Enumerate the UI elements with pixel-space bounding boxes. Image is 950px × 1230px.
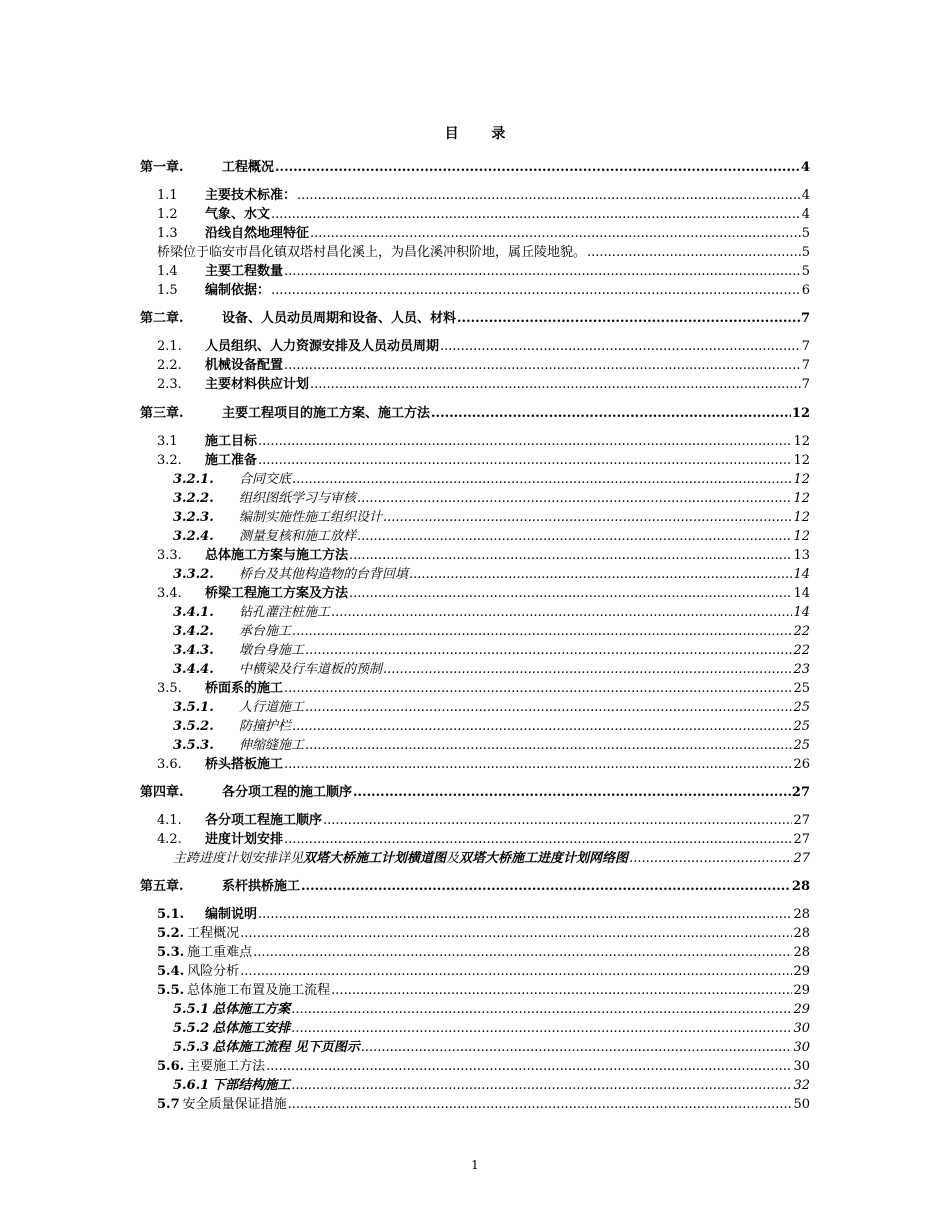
toc-entry-page-number: 4 bbox=[800, 160, 810, 175]
dot-leader bbox=[587, 243, 801, 262]
dot-leader bbox=[305, 698, 792, 717]
toc-entry-page-number: 4 bbox=[801, 188, 810, 203]
dot-leader bbox=[361, 1038, 793, 1057]
toc-entry-page-number: 27 bbox=[793, 813, 810, 828]
toc-entry-page-number: 7 bbox=[801, 377, 810, 392]
toc-entry-page-number: 25 bbox=[793, 681, 810, 696]
toc-entry[interactable] bbox=[173, 622, 810, 641]
dot-leader bbox=[284, 755, 792, 774]
toc-entry[interactable] bbox=[157, 924, 810, 943]
toc-entry-number: 5.3. bbox=[157, 945, 185, 960]
toc-entry-page-number: 12 bbox=[793, 453, 810, 468]
toc-entry-title: 风险分析 bbox=[187, 964, 240, 979]
dot-leader bbox=[629, 849, 792, 868]
toc-entry[interactable] bbox=[173, 470, 810, 489]
toc-entry[interactable] bbox=[173, 603, 810, 622]
toc-entry-number: 5.7 bbox=[157, 1097, 180, 1112]
toc-entry-page-number: 6 bbox=[801, 283, 810, 298]
toc-entry-title: 编制实施性施工组织设计 bbox=[239, 510, 383, 525]
toc-entry-title: 合同交底 bbox=[239, 472, 292, 487]
toc-entry-number: 第四章. bbox=[140, 785, 184, 800]
toc-entry-title: 总体施工方案与施工方法 bbox=[205, 548, 349, 563]
toc-entry[interactable] bbox=[157, 755, 810, 774]
toc-entry-number: 4.1. bbox=[157, 813, 182, 828]
toc-entry-number: 2.3. bbox=[157, 377, 182, 392]
toc-entry-number: 3.2.2. bbox=[173, 491, 214, 506]
toc-entry[interactable] bbox=[157, 830, 810, 849]
toc-entry[interactable] bbox=[140, 783, 810, 802]
toc-entry-title: 组织图纸学习与审核 bbox=[239, 491, 357, 506]
toc-entry[interactable] bbox=[140, 158, 810, 177]
toc-entry-number: 3.1 bbox=[157, 434, 178, 449]
dot-leader bbox=[297, 186, 801, 205]
toc-entry-number: 5.4. bbox=[157, 964, 185, 979]
toc-entry-page-number: 12 bbox=[793, 510, 810, 525]
toc-entry-title: 桥面系的施工 bbox=[205, 681, 284, 696]
toc-entry-number: 3.5.1. bbox=[173, 700, 214, 715]
toc-entry-page-number: 28 bbox=[793, 926, 810, 941]
toc-entry-number: 1.5 bbox=[157, 283, 178, 298]
toc-entry-title: 承台施工 bbox=[239, 624, 292, 639]
toc-heading: 目 录 bbox=[444, 126, 520, 142]
toc-entry-number: 3.4.1. bbox=[173, 605, 214, 620]
toc-entry-number: 第三章. bbox=[140, 406, 184, 421]
dot-leader bbox=[253, 943, 792, 962]
toc-entry-page-number: 29 bbox=[793, 1002, 810, 1017]
toc-entry[interactable] bbox=[173, 660, 810, 679]
toc-entry-title: 气象、水文 bbox=[205, 207, 271, 222]
dot-leader bbox=[292, 470, 792, 489]
toc-entry-title-part: 主跨进度计划安排详见 bbox=[173, 851, 304, 866]
dot-leader bbox=[284, 356, 801, 375]
toc-entry-page-number: 12 bbox=[793, 491, 810, 506]
toc-entry-title: 编制说明 bbox=[205, 907, 258, 922]
toc-entry[interactable] bbox=[173, 489, 810, 508]
dot-leader bbox=[331, 981, 792, 1000]
toc-entry-number: 5.2. bbox=[157, 926, 185, 941]
toc-entry[interactable] bbox=[157, 205, 810, 224]
toc-entry-title: 各分项工程施工顺序 bbox=[205, 813, 323, 828]
toc-entry-page-number: 14 bbox=[793, 605, 810, 620]
dot-leader bbox=[357, 527, 792, 546]
dot-leader bbox=[284, 262, 801, 281]
toc-entry-number: 1.2 bbox=[157, 207, 178, 222]
toc-entry-number: 第一章. bbox=[140, 160, 184, 175]
toc-entry-number: 3.4.4. bbox=[173, 662, 214, 677]
toc-entry-title: 机械设备配置 bbox=[205, 358, 284, 373]
toc-entry-page-number: 14 bbox=[793, 586, 810, 601]
dot-leader bbox=[258, 432, 792, 451]
toc-entry-page-number: 14 bbox=[793, 567, 810, 582]
toc-entry-title: 工程概况 bbox=[187, 926, 240, 941]
toc-entry-number: 3.4.2. bbox=[173, 624, 214, 639]
dot-leader bbox=[240, 924, 792, 943]
toc-entry-title: 编制依据： bbox=[205, 283, 271, 298]
toc-entry-title: 桥梁位于临安市昌化镇双塔村昌化溪上，为昌化溪冲积阶地，属丘陵地貌。 bbox=[157, 245, 587, 260]
toc-entry-title-part: 及 bbox=[446, 851, 460, 866]
toc-entry-page-number: 26 bbox=[793, 757, 810, 772]
toc-entry-title: 防撞护栏 bbox=[239, 719, 292, 734]
toc-entry-page-number: 30 bbox=[793, 1021, 810, 1036]
toc-entry[interactable] bbox=[140, 877, 810, 896]
toc-entry[interactable] bbox=[157, 905, 810, 924]
dot-leader bbox=[349, 546, 792, 565]
toc-entry-number: 3.5. bbox=[157, 681, 182, 696]
dot-leader bbox=[258, 905, 792, 924]
toc-entry-page-number: 27 bbox=[791, 785, 810, 800]
toc-entry-page-number: 29 bbox=[793, 983, 810, 998]
dot-leader bbox=[323, 811, 792, 830]
toc-entry-title: 安全质量保证措施 bbox=[182, 1097, 287, 1112]
toc-entry-title: 沿线自然地理特征 bbox=[205, 226, 310, 241]
toc-entry-page-number: 12 bbox=[793, 434, 810, 449]
toc-entry[interactable] bbox=[157, 546, 810, 565]
dot-leader bbox=[284, 679, 792, 698]
toc-entry-title: 钻孔灌注桩施工 bbox=[239, 605, 331, 620]
dot-leader bbox=[457, 309, 800, 328]
toc-entry[interactable] bbox=[173, 508, 810, 527]
dot-leader bbox=[291, 1076, 792, 1095]
toc-entry-number: 3.2.3. bbox=[173, 510, 214, 525]
toc-entry-title: 伸缩缝施工 bbox=[239, 738, 305, 753]
toc-entry[interactable] bbox=[173, 641, 810, 660]
dot-leader bbox=[301, 877, 791, 896]
toc-entry-number: 5.1. bbox=[157, 907, 185, 922]
toc-entry-number: 3.2.1. bbox=[173, 472, 214, 487]
toc-entry-title: 施工重难点 bbox=[187, 945, 253, 960]
toc-entry-title: 主要工程数量 bbox=[205, 264, 284, 279]
toc-entry-number: 3.3.2. bbox=[173, 567, 214, 582]
toc-entry-title: 桥台及其他构造物的台背回填 bbox=[239, 567, 409, 582]
toc-entry-page-number: 27 bbox=[793, 832, 810, 847]
toc-entry[interactable] bbox=[173, 1076, 810, 1095]
toc-entry-page-number: 13 bbox=[793, 548, 810, 563]
toc-entry[interactable] bbox=[173, 849, 810, 868]
toc-entry-title: 总体施工流程 见下页图示 bbox=[212, 1040, 360, 1055]
toc-entry[interactable] bbox=[157, 224, 810, 243]
toc-entry-number: 4.2. bbox=[157, 832, 182, 847]
toc-entry-page-number: 12 bbox=[793, 472, 810, 487]
dot-leader bbox=[310, 375, 801, 394]
toc-entry[interactable] bbox=[157, 1095, 810, 1114]
toc-entry-number: 3.2.4. bbox=[173, 529, 214, 544]
toc-entry-number: 2.2. bbox=[157, 358, 182, 373]
toc-entry-number: 3.6. bbox=[157, 757, 182, 772]
toc-entry-number: 1.3 bbox=[157, 226, 178, 241]
dot-leader bbox=[284, 830, 792, 849]
toc-entry-number: 2.1. bbox=[157, 339, 182, 354]
dot-leader bbox=[353, 783, 791, 802]
toc-entry-page-number: 27 bbox=[793, 851, 810, 866]
page-number: 1 bbox=[471, 1158, 479, 1172]
dot-leader bbox=[292, 717, 792, 736]
toc-entry-number: 3.3. bbox=[157, 548, 182, 563]
toc-entry[interactable] bbox=[157, 356, 810, 375]
dot-leader bbox=[431, 404, 791, 423]
dot-leader bbox=[383, 508, 792, 527]
toc-entry-title-part: 双塔大桥施工进度计划网络图 bbox=[459, 851, 629, 866]
toc-entry-title: 人员组织、人力资源安排及人员动员周期 bbox=[205, 339, 440, 354]
dot-leader bbox=[291, 1019, 792, 1038]
toc-entry-title: 桥梁工程施工方案及方法 bbox=[205, 586, 349, 601]
toc-entry-page-number: 5 bbox=[801, 245, 810, 260]
toc-entry-title bbox=[173, 849, 628, 868]
toc-entry-title: 系杆拱桥施工 bbox=[222, 879, 301, 894]
toc-entry[interactable] bbox=[173, 1019, 810, 1038]
toc-entry-page-number: 25 bbox=[793, 700, 810, 715]
toc-entry-page-number: 28 bbox=[793, 945, 810, 960]
toc-entry[interactable] bbox=[173, 1000, 810, 1019]
toc-entry[interactable] bbox=[157, 679, 810, 698]
toc-entry-title: 下部结构施工 bbox=[212, 1078, 291, 1093]
toc-entry-title: 桥头搭板施工 bbox=[205, 757, 284, 772]
dot-leader bbox=[258, 451, 792, 470]
toc-entry[interactable] bbox=[157, 281, 810, 300]
toc-entry-title: 人行道施工 bbox=[239, 700, 305, 715]
dot-leader bbox=[305, 641, 792, 660]
toc-entry[interactable] bbox=[157, 811, 810, 830]
toc-entry-page-number: 32 bbox=[793, 1078, 810, 1093]
toc-entry-page-number: 12 bbox=[791, 406, 810, 421]
toc-entry[interactable] bbox=[140, 309, 810, 328]
toc-entry-number: 5.6.1 bbox=[173, 1078, 210, 1093]
toc-entry[interactable] bbox=[157, 262, 810, 281]
dot-leader bbox=[357, 489, 792, 508]
toc-entry-number: 5.5.1 bbox=[173, 1002, 210, 1017]
toc-entry-page-number: 30 bbox=[793, 1059, 810, 1074]
toc-entry-number: 5.5. bbox=[157, 983, 185, 998]
toc-entry[interactable] bbox=[173, 698, 810, 717]
dot-leader bbox=[271, 281, 801, 300]
toc-entry-title: 施工准备 bbox=[205, 453, 258, 468]
toc-entry[interactable] bbox=[173, 717, 810, 736]
toc-entry[interactable] bbox=[157, 943, 810, 962]
toc-entry-number: 1.4 bbox=[157, 264, 178, 279]
toc-entry-number: 5.5.3 bbox=[173, 1040, 210, 1055]
toc-entry-title: 主要材料供应计划 bbox=[205, 377, 310, 392]
toc-entry-number: 3.5.2. bbox=[173, 719, 214, 734]
toc-entry[interactable] bbox=[173, 527, 810, 546]
toc-entry-number: 第五章. bbox=[140, 879, 184, 894]
toc-entry-page-number: 7 bbox=[801, 339, 810, 354]
toc-entry[interactable] bbox=[140, 404, 810, 423]
toc-entry[interactable] bbox=[157, 375, 810, 394]
toc-entry-title-part: 双塔大桥施工计划横道图 bbox=[303, 851, 447, 866]
toc-entry[interactable] bbox=[157, 981, 810, 1000]
toc-entry-title: 测量复核和施工放样 bbox=[239, 529, 357, 544]
toc-entry-title: 各分项工程的施工顺序 bbox=[222, 785, 353, 800]
toc-entry-title: 施工目标 bbox=[205, 434, 258, 449]
dot-leader bbox=[288, 1095, 793, 1114]
toc-entry-number: 3.2. bbox=[157, 453, 182, 468]
toc-entry-number: 3.4. bbox=[157, 586, 182, 601]
toc-entry-page-number: 22 bbox=[793, 624, 810, 639]
toc-entry-title: 总体施工方案 bbox=[212, 1002, 291, 1017]
dot-leader bbox=[292, 622, 792, 641]
toc-entry-page-number: 5 bbox=[801, 264, 810, 279]
toc-entry-page-number: 5 bbox=[801, 226, 810, 241]
toc-entry[interactable] bbox=[157, 186, 810, 205]
toc-entry-page-number: 28 bbox=[793, 907, 810, 922]
toc-entry[interactable] bbox=[173, 565, 810, 584]
toc-entry-page-number: 29 bbox=[793, 964, 810, 979]
dot-leader bbox=[291, 1000, 792, 1019]
toc-entry[interactable] bbox=[157, 1057, 810, 1076]
toc-entry-page-number: 30 bbox=[793, 1040, 810, 1055]
toc-entry-number: 3.4.3. bbox=[173, 643, 214, 658]
toc-entry-page-number: 23 bbox=[793, 662, 810, 677]
toc-entry-page-number: 12 bbox=[793, 529, 810, 544]
dot-leader bbox=[310, 224, 801, 243]
dot-leader bbox=[275, 158, 800, 177]
toc-entry[interactable] bbox=[157, 243, 810, 262]
dot-leader bbox=[383, 660, 792, 679]
toc-entry-number: 5.6. bbox=[157, 1059, 185, 1074]
toc-entry-title: 墩台身施工 bbox=[239, 643, 305, 658]
toc-entry-title: 中横梁及行车道板的预制 bbox=[239, 662, 383, 677]
toc-entry[interactable] bbox=[157, 432, 810, 451]
toc-entry-page-number: 22 bbox=[793, 643, 810, 658]
toc-entry-number: 3.5.3. bbox=[173, 738, 214, 753]
dot-leader bbox=[440, 337, 801, 356]
dot-leader bbox=[271, 205, 801, 224]
toc-entry-title: 主要技术标准： bbox=[205, 188, 297, 203]
toc-entry-page-number: 50 bbox=[793, 1097, 810, 1112]
dot-leader bbox=[349, 584, 792, 603]
toc-entry[interactable] bbox=[173, 1038, 810, 1057]
dot-leader bbox=[305, 736, 792, 755]
dot-leader bbox=[240, 962, 792, 981]
toc-entry-page-number: 25 bbox=[793, 738, 810, 753]
toc-entry-number: 第二章. bbox=[140, 311, 184, 326]
toc-entry-page-number: 28 bbox=[791, 879, 810, 894]
toc-entry[interactable] bbox=[157, 451, 810, 470]
toc-entry-title: 总体施工安排 bbox=[212, 1021, 291, 1036]
toc-entry[interactable] bbox=[157, 584, 810, 603]
dot-leader bbox=[331, 603, 792, 622]
toc-entry-page-number: 25 bbox=[793, 719, 810, 734]
toc-entry-number: 1.1 bbox=[157, 188, 178, 203]
toc-entry-number: 5.5.2 bbox=[173, 1021, 210, 1036]
toc-entry-title: 进度计划安排 bbox=[205, 832, 284, 847]
toc-entry-page-number: 7 bbox=[800, 311, 810, 326]
toc-entry-title: 设备、人员动员周期和设备、人员、材料 bbox=[222, 311, 457, 326]
toc-entry-page-number: 7 bbox=[801, 358, 810, 373]
toc-entry-page-number: 4 bbox=[801, 207, 810, 222]
toc-entry-title: 主要工程项目的施工方案、施工方法 bbox=[222, 406, 431, 421]
toc-entry-title: 主要施工方法 bbox=[187, 1059, 266, 1074]
toc-entry[interactable] bbox=[173, 736, 810, 755]
toc-entry-title: 总体施工布置及施工流程 bbox=[187, 983, 331, 998]
toc-entry-title: 工程概况 bbox=[222, 160, 275, 175]
dot-leader bbox=[409, 565, 792, 584]
toc-entry[interactable] bbox=[157, 962, 810, 981]
toc-entry[interactable] bbox=[157, 337, 810, 356]
dot-leader bbox=[266, 1057, 792, 1076]
